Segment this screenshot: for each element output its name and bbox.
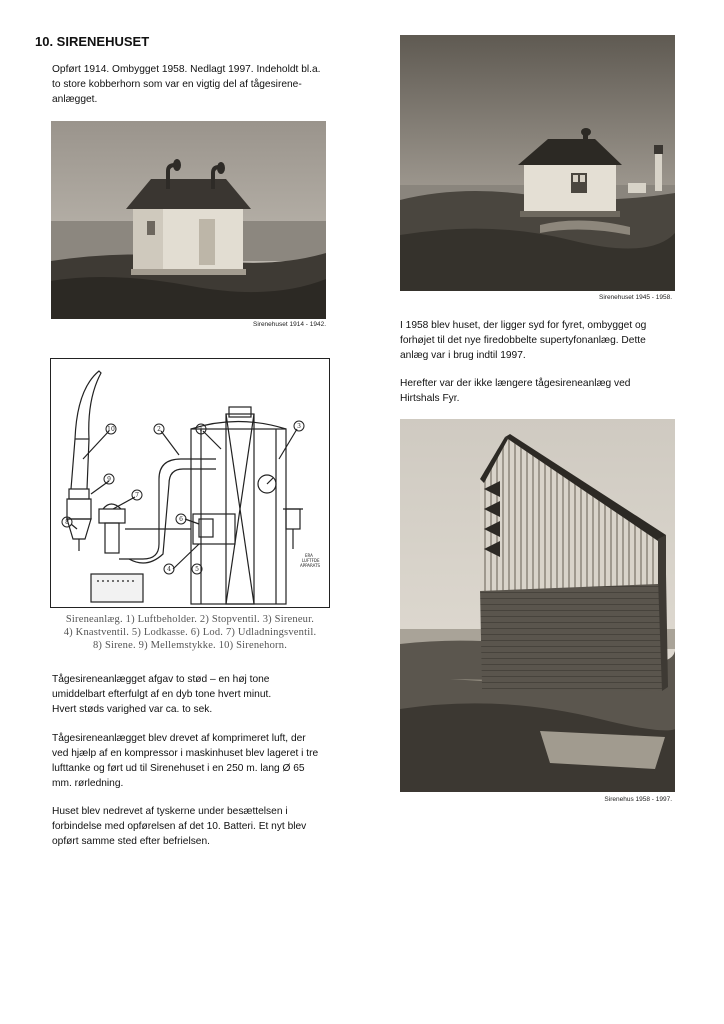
right-paragraph-1958 <box>400 318 700 363</box>
intro-line: Opført 1914. Ombygget 1958. Nedlagt 1997. Indeholdt bl.a. <box>52 64 321 75</box>
text-line: Hvert støds varighed var ca. to sek. <box>52 704 213 715</box>
text-line: Tågesireneanlægget blev drevet af komprimeret luft, der <box>52 733 306 744</box>
diagram-marker: 5 <box>195 566 199 573</box>
photo-caption: Sirenehuset 1914 - 1942. <box>253 321 326 328</box>
diagram-plate-text: ERA <box>305 553 313 558</box>
text-line: mm. rørledning. <box>52 778 124 789</box>
intro-paragraph <box>52 62 352 107</box>
text-line: forbindelse med opførelsen af det 10. Batteri. Et nyt blev <box>52 821 307 832</box>
right-paragraph-hirtshals <box>400 376 700 406</box>
text-line: I 1958 blev huset, der ligger syd for fyret, ombygget og <box>400 320 647 331</box>
siren-diagram <box>50 358 330 608</box>
diagram-caption-line: Sireneanlæg. 1) Luftbeholder. 2) Stopventil. 3) Sireneur. <box>65 614 315 625</box>
photo-sirenehus-1958 <box>400 419 675 792</box>
text-line: lufttanke og ført ud til Sirenehuset i en 250 m. lang Ø 65 <box>52 763 305 774</box>
text-line: Tågesireneanlægget afgav to stød – en høj tone <box>52 674 270 685</box>
diagram-caption-line: 4) Knastventil. 5) Lodkasse. 6) Lod. 7) Udladningsventil. <box>63 627 317 638</box>
photo-sirenehuset-1945 <box>400 35 675 291</box>
intro-line: anlægget. <box>52 94 98 105</box>
intro-line: to store kobberhorn som var en vigtig del af tågesirene- <box>52 79 302 90</box>
text-line: opført samme sted efter befrielsen. <box>52 836 210 847</box>
photo-caption: Sirenehuset 1945 - 1958. <box>599 294 672 301</box>
diagram-marker: 4 <box>167 566 171 573</box>
left-paragraph-tones <box>52 672 352 717</box>
diagram-marker: 8 <box>65 519 69 526</box>
left-paragraph-air <box>52 731 352 791</box>
photo-sirenehuset-1914 <box>51 121 326 319</box>
text-line: forhøjet til det nye firedobbelte supertyfonanlæg. Dette <box>400 335 646 346</box>
diagram-marker: 9 <box>107 476 111 483</box>
diagram-caption <box>44 613 336 652</box>
diagram-caption-line: 8) Sirene. 9) Mellemstykke. 10) Sirenehorn. <box>92 640 288 651</box>
text-line: umiddelbart efterfulgt af en dyb tone hvert minut. <box>52 689 272 700</box>
text-line: Hirtshals Fyr. <box>400 393 460 404</box>
text-line: Herefter var der ikke længere tågesireneanlæg ved <box>400 378 631 389</box>
diagram-marker: 2 <box>157 426 161 433</box>
text-line: anlæg var i brug indtil 1997. <box>400 350 526 361</box>
diagram-plate-text: APPARATS <box>300 563 321 568</box>
diagram-marker: 6 <box>179 516 183 523</box>
page-title: 10. SIRENEHUSET <box>35 34 150 49</box>
diagram-plate-text: LUFTFDE <box>302 558 320 563</box>
text-line: Huset blev nedrevet af tyskerne under besættelsen i <box>52 806 288 817</box>
diagram-marker: 1 <box>199 426 203 433</box>
photo-caption: Sirenehus 1958 - 1997. <box>604 796 672 803</box>
diagram-marker: 10 <box>107 426 115 433</box>
diagram-marker: 3 <box>297 423 301 430</box>
text-line: ved hjælp af en kompressor i maskinhuset blev lageret i tre <box>52 748 319 759</box>
diagram-marker: 7 <box>135 492 139 499</box>
left-paragraph-demolished <box>52 804 352 849</box>
